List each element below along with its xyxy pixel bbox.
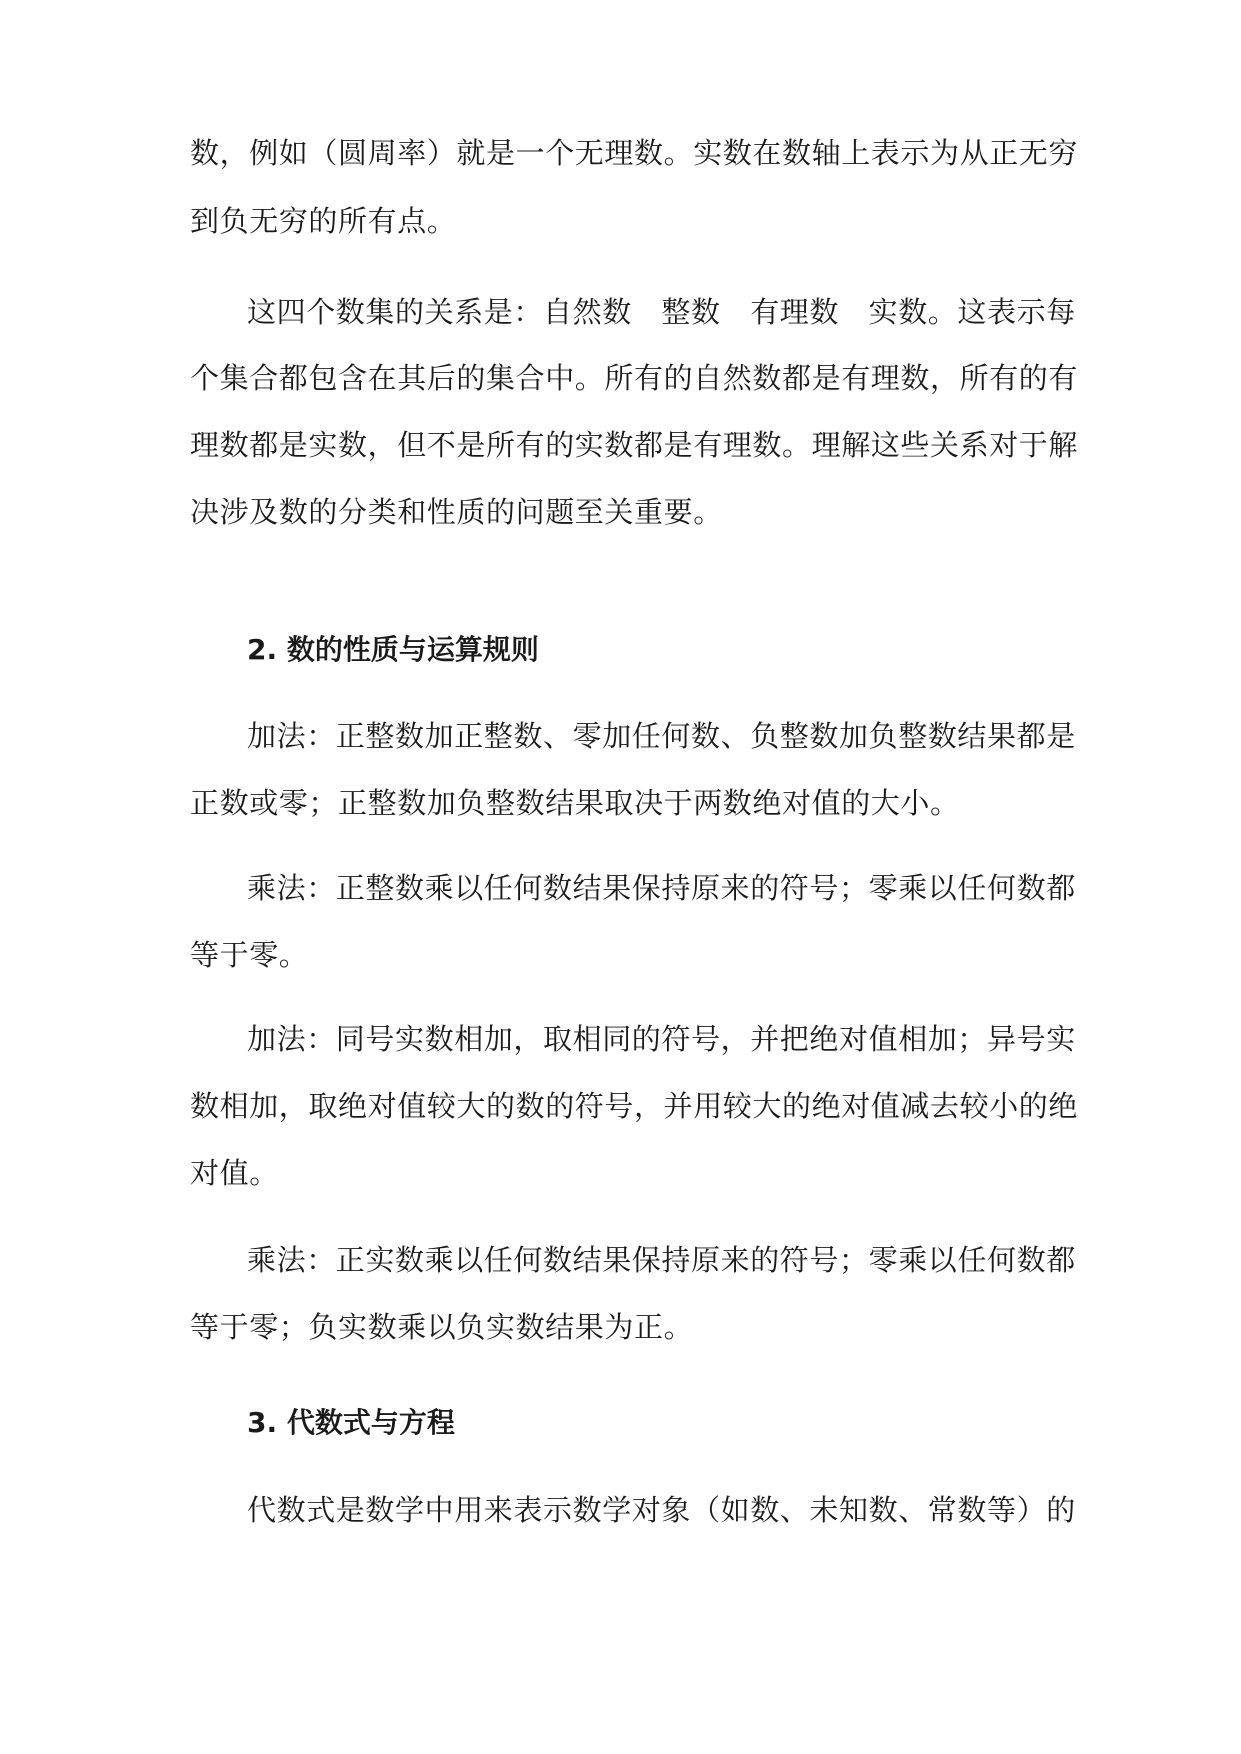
text-line: 数，例如（圆周率）就是一个无理数。实数在数轴上表示为从正无穷 (190, 136, 1079, 170)
text-line: 加法：同号实数相加，取相同的符号，并把绝对值相加；异号实 (247, 1022, 1076, 1056)
text-line: 到负无穷的所有点。 (190, 204, 457, 238)
text-line: 代数式是数学中用来表示数学对象（如数、未知数、常数等）的 (247, 1493, 1076, 1527)
section-heading: 2. 数的性质与运算规则 (247, 633, 539, 666)
section-heading: 3. 代数式与方程 (247, 1406, 455, 1439)
text-line: 数相加，取绝对值较大的数的符号，并用较大的绝对值减去较小的绝 (190, 1089, 1079, 1123)
text-line: 等于零；负实数乘以负实数结果为正。 (190, 1310, 694, 1344)
text-line: 乘法：正整数乘以任何数结果保持原来的符号；零乘以任何数都 (247, 871, 1076, 905)
text-line: 加法：正整数加正整数、零加任何数、负整数加负整数结果都是 (247, 719, 1076, 753)
text-line: 决涉及数的分类和性质的问题至关重要。 (190, 495, 723, 529)
text-line: 等于零。 (190, 938, 309, 972)
text-line: 理数都是实数，但不是所有的实数都是有理数。理解这些关系对于解 (190, 428, 1079, 462)
text-line: 正数或零；正整数加负整数结果取决于两数绝对值的大小。 (190, 786, 960, 820)
text-line: 对值。 (190, 1156, 279, 1190)
text-line: 这四个数集的关系是：自然数 整数 有理数 实数。这表示每 (247, 295, 1076, 329)
text-line: 个集合都包含在其后的集合中。所有的自然数都是有理数，所有的有 (190, 361, 1079, 395)
text-line: 乘法：正实数乘以任何数结果保持原来的符号；零乘以任何数都 (247, 1243, 1076, 1277)
